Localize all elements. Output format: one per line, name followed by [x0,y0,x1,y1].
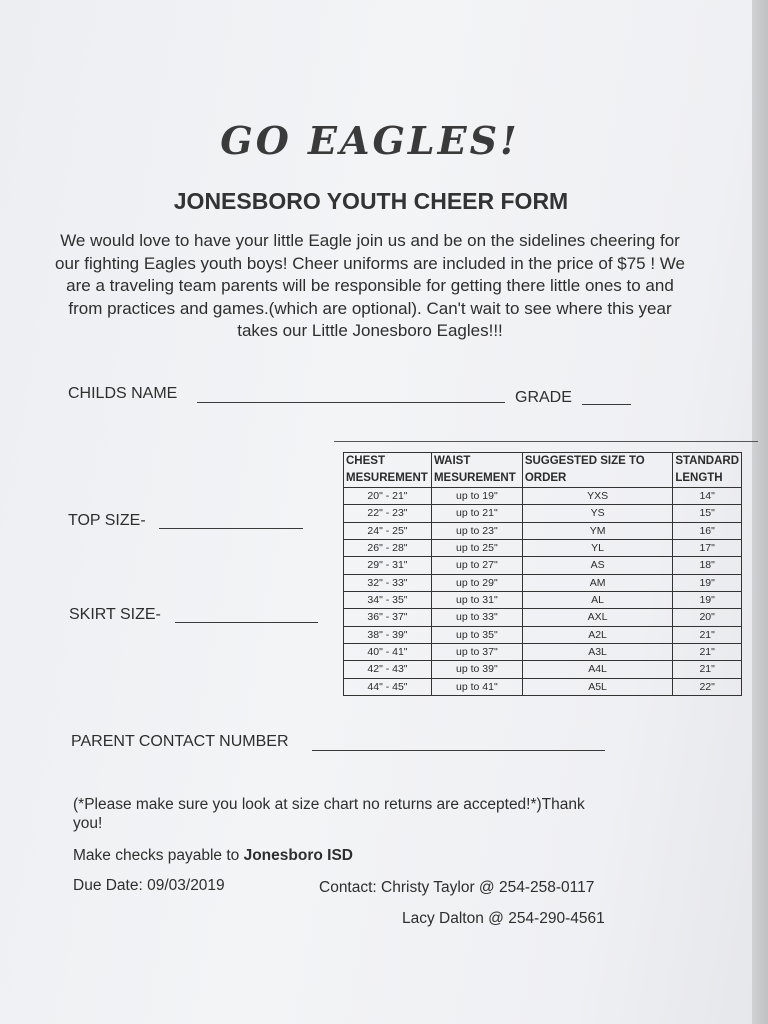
chest-cell: 20" - 21" [344,488,432,505]
chest-cell: 34" - 35" [344,591,432,608]
size-chart-row [344,574,742,591]
chest-cell: 44" - 45" [344,678,432,695]
length-cell: 14" [673,488,742,505]
chest-cell: 26" - 28" [344,539,432,556]
paper-edge-shadow [752,0,768,1024]
waist-cell: up to 37" [431,643,522,660]
size-cell: A2L [522,626,673,643]
parent-contact-line[interactable] [312,750,605,751]
parent-contact-label: PARENT CONTACT NUMBER [71,733,289,750]
waist-cell: up to 25" [431,539,522,556]
chest-cell: 29" - 31" [344,557,432,574]
waist-cell: up to 29" [431,574,522,591]
length-cell: 19" [673,591,742,608]
skirt-size-label: SKIRT SIZE- [69,606,161,623]
length-cell: 21" [673,626,742,643]
grade-label: GRADE [515,389,572,406]
childs-name-line[interactable] [197,402,505,403]
waist-cell: up to 27" [431,557,522,574]
size-cell: AS [522,557,673,574]
page-title: GO EAGLES! [220,118,520,163]
size-chart-row [344,539,742,556]
form-title: JONESBORO YOUTH CHEER FORM [173,188,569,214]
size-chart-row [344,522,742,539]
chest-cell: 38" - 39" [344,626,432,643]
childs-name-label: CHILDS NAME [68,385,178,402]
length-cell: 17" [673,539,742,556]
waist-cell: up to 31" [431,591,522,608]
size-cell: AXL [522,609,673,626]
length-cell: 20" [673,609,742,626]
grade-line[interactable] [582,404,631,405]
chest-cell: 42" - 43" [344,661,432,678]
divider-line [334,441,758,442]
size-chart-row [344,488,742,505]
chest-cell: 40" - 41" [344,643,432,660]
size-cell: YS [522,505,673,522]
chest-header: CHEST MESUREMENT [344,453,432,488]
top-size-line[interactable] [159,528,303,529]
length-cell: 21" [673,643,742,660]
due-date: Due Date: 09/03/2019 [73,877,225,894]
size-cell: A5L [522,678,673,695]
size-cell: YM [522,522,673,539]
length-cell: 16" [673,522,742,539]
suggested-size-header: SUGGESTED SIZE TO ORDER [522,453,673,488]
waist-cell: up to 39" [431,661,522,678]
contact-lacy: Lacy Dalton @ 254-290-4561 [402,910,605,927]
size-chart-row [344,678,742,695]
waist-cell: up to 33" [431,609,522,626]
size-chart-row [344,591,742,608]
size-cell: AL [522,591,673,608]
size-chart-row [344,643,742,660]
top-size-label: TOP SIZE- [68,512,146,529]
waist-cell: up to 19" [431,488,522,505]
length-cell: 21" [673,661,742,678]
size-cell: YL [522,539,673,556]
waist-cell: up to 41" [431,678,522,695]
waist-header: WAIST MESUREMENT [431,453,522,488]
checks-note [73,847,353,865]
chest-cell: 36" - 37" [344,609,432,626]
chest-cell: 32" - 33" [344,574,432,591]
checks-prefix: Make checks payable to [73,847,244,864]
size-chart-row [344,661,742,678]
waist-cell: up to 23" [431,522,522,539]
intro-paragraph: We would love to have your little Eagle join us and be on the sidelines cheering for our fighting Eagles youth boys! Cheer uniforms are included in the price of $75 ! We are a traveling team parents will be responsible for getting there little ones to and from practices and games.(which are optional). Can't wait to see where this year takes our Little Jonesboro Eagles!!! [55,231,685,340]
length-cell: 22" [673,678,742,695]
size-chart-row [344,626,742,643]
waist-cell: up to 21" [431,505,522,522]
length-cell: 18" [673,557,742,574]
waist-cell: up to 35" [431,626,522,643]
size-cell: YXS [522,488,673,505]
size-cell: A4L [522,661,673,678]
skirt-size-line[interactable] [175,622,318,623]
contact-christy: Contact: Christy Taylor @ 254-258-0117 [319,879,595,896]
size-chart-row [344,505,742,522]
size-chart-table [343,452,742,696]
returns-note-end: you! [73,815,103,832]
size-chart-row [344,557,742,574]
size-cell: AM [522,574,673,591]
checks-payee: Jonesboro ISD [243,847,353,864]
chest-cell: 24" - 25" [344,522,432,539]
length-header: STANDARD LENGTH [673,453,742,488]
size-chart-header-row [344,453,742,488]
length-cell: 15" [673,505,742,522]
chest-cell: 22" - 23" [344,505,432,522]
size-chart-row [344,609,742,626]
size-cell: A3L [522,643,673,660]
length-cell: 19" [673,574,742,591]
returns-note: (*Please make sure you look at size chart no returns are accepted!*)Thank [73,796,585,813]
